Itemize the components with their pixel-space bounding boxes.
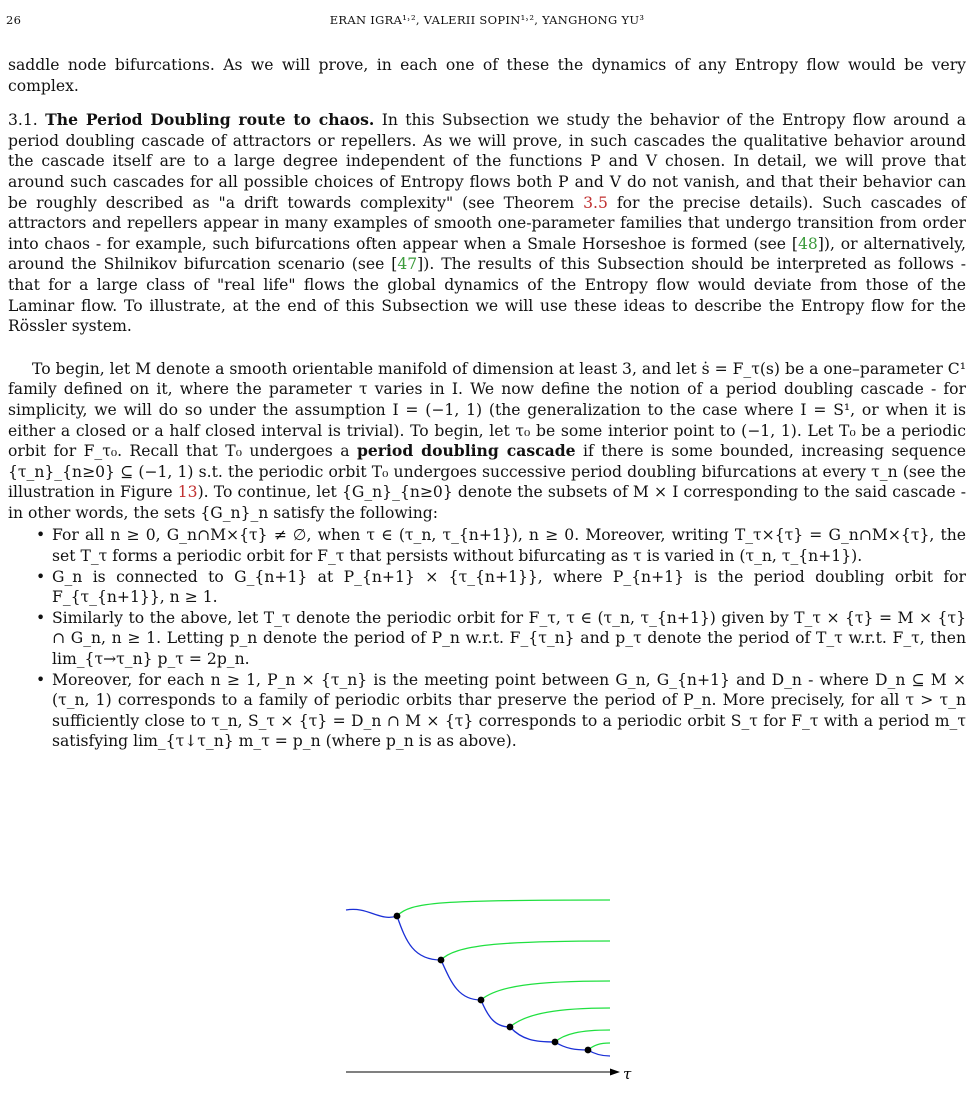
bifurcation-node — [394, 913, 401, 920]
blue-cascade — [510, 1027, 555, 1042]
figure-link[interactable]: 13 — [177, 483, 198, 502]
bifurcation-node — [507, 1024, 514, 1031]
bifurcation-node — [585, 1047, 592, 1054]
citation-link-47[interactable]: 47 — [397, 255, 418, 274]
definition-text-1: To begin, let M denote a smooth orientable manifold of dimension at least 3, and let ṡ = F_τ(s) be a one–parameter C¹ family defined on it, where the parameter τ varies in I. We now define the notion of a period doubling cascade - for simplicity, we will do so under the assumption I = (−1, 1) (the generalization to the case where I = S¹, or when it is either a closed or a half closed interval is trivial). To begin, let τ₀ be some interior point to (−1, 1). Let T₀ be a periodic orbit for F_τ₀. Recall that T₀ undergoes a — [8, 359, 966, 461]
section-text-3: ]), or alternatively, around the Shilnikov bifurcation scenario (see [ — [8, 234, 966, 274]
blue-cascade — [588, 1050, 610, 1056]
section-text-2: for the precise details). Such cascades of attractors and repellers appear in many examples of smooth one-parameter families that undergo transition from order into chaos - for example, such bifurcations often appear when a Smale Horseshoe is formed (see [ — [8, 193, 966, 253]
term-period-doubling-cascade: period doubling cascade — [356, 441, 576, 461]
bifurcation-node — [438, 957, 445, 964]
definition-paragraph — [8, 359, 966, 524]
section-paragraph — [8, 110, 966, 337]
list-item: • Similarly to the above, let T_τ denote the periodic orbit for F_τ, τ ∈ (τ_n, τ_{n+1}) given by T_τ × {τ} = M × {τ} ∩ G_n, n ≥ 1. Letting p_n denote the period of P_n w.r.t. F_{τ_n} and p_τ denote the period of T_τ w.r.t. F_τ, then lim_{τ→τ_n} p_τ = 2p_n. — [52, 608, 966, 670]
blue-cascade — [555, 1042, 588, 1050]
bifurcation-node — [478, 997, 485, 1004]
intro-paragraph: saddle node bifurcations. As we will prove, in each one of these the dynamics of any Entropy flow would be very complex. — [8, 56, 966, 95]
axis-arrowhead — [610, 1069, 620, 1076]
blue-cascade — [441, 960, 481, 1000]
list-item: • Moreover, for each n ≥ 1, P_n × {τ_n} is the meeting point between G_n, G_{n+1} and D_n - where D_n ⊆ M × (τ_n, 1) corresponds to a family of periodic orbits thar preserve the period of P_n. More precisely, for all τ > τ_n sufficiently close to τ_n, S_τ × {τ} = D_n ∩ M × {τ} corresponds to a periodic orbit S_τ for F_τ with a period m_τ satisfying lim_{τ↓τ_n} m_τ = p_n (where p_n is as above). — [52, 670, 966, 752]
blue-cascade — [397, 916, 441, 960]
blue-cascade — [481, 1000, 510, 1027]
green-branch — [555, 1030, 610, 1042]
theorem-link[interactable]: 3.5 — [583, 193, 608, 212]
author-line: ERAN IGRA¹˒², VALERII SOPIN¹˒², YANGHONG YU³ — [329, 13, 645, 27]
running-header — [6, 10, 968, 28]
section-text-4: ]). The results of this Subsection should be interpreted as follows - that for a large class of "real life" flows the global dynamics of the Entropy flow would deviate from those of the Laminar flow. To illustrate, at the end of this Subsection we will use these ideas to describe the Entropy flow for the Rössler system. — [8, 255, 967, 336]
condition-list — [8, 525, 966, 752]
section-text-1: In this Subsection we study the behavior of the Entropy flow around a period doubling cascade of attractors or repellers. As we will prove, in such cascades the qualitative behavior around the cascade itself are to a large degree independent of the functions P and V chosen. In detail, we will prove that around such cascades for all possible choices of Entropy flows both P and V do not vanish, and that their behavior can be roughly described as "a drift towards complexity" (see Theorem — [8, 111, 966, 212]
list-item: • G_n is connected to G_{n+1} at P_{n+1} × {τ_{n+1}}, where P_{n+1} is the period doubling orbit for F_{τ_{n+1}}, n ≥ 1. — [52, 567, 966, 608]
axis-label: τ — [623, 1065, 632, 1083]
cascade-diagram — [0, 890, 974, 1093]
definition-text-2: if there is some bounded, increasing sequence {τ_n}_{n≥0} ⊆ (−1, 1) s.t. the periodic orbit T₀ undergoes successive period doubling bifurcations at every τ_n (see the illustration in Figure — [8, 442, 966, 502]
green-branch — [397, 900, 610, 916]
green-branch — [510, 1008, 610, 1027]
green-branch — [588, 1043, 610, 1050]
citation-link-48[interactable]: 48 — [797, 234, 818, 253]
green-branch — [481, 981, 610, 1000]
page-number: 26 — [6, 13, 22, 27]
body-text — [8, 55, 966, 752]
bifurcation-node — [552, 1039, 559, 1046]
figure-13 — [0, 890, 974, 1093]
section-number: 3.1. — [8, 111, 38, 130]
list-item: • For all n ≥ 0, G_n∩M×{τ} ≠ ∅, when τ ∈ (τ_n, τ_{n+1}), n ≥ 0. Moreover, writing T_τ×{τ} = G_n∩M×{τ}, the set T_τ forms a periodic orbit for F_τ that persists without bifurcating as τ is varied in (τ_n, τ_{n+1}). — [52, 525, 966, 566]
blue-cascade — [346, 909, 397, 917]
definition-text-3: ). To continue, let {G_n}_{n≥0} denote the subsets of M × I corresponding to the said cascade - in other words, the sets {G_n}_n satisfy the following: — [8, 483, 966, 522]
green-branch — [441, 941, 610, 960]
section-title: The Period Doubling route to chaos. — [45, 110, 375, 130]
